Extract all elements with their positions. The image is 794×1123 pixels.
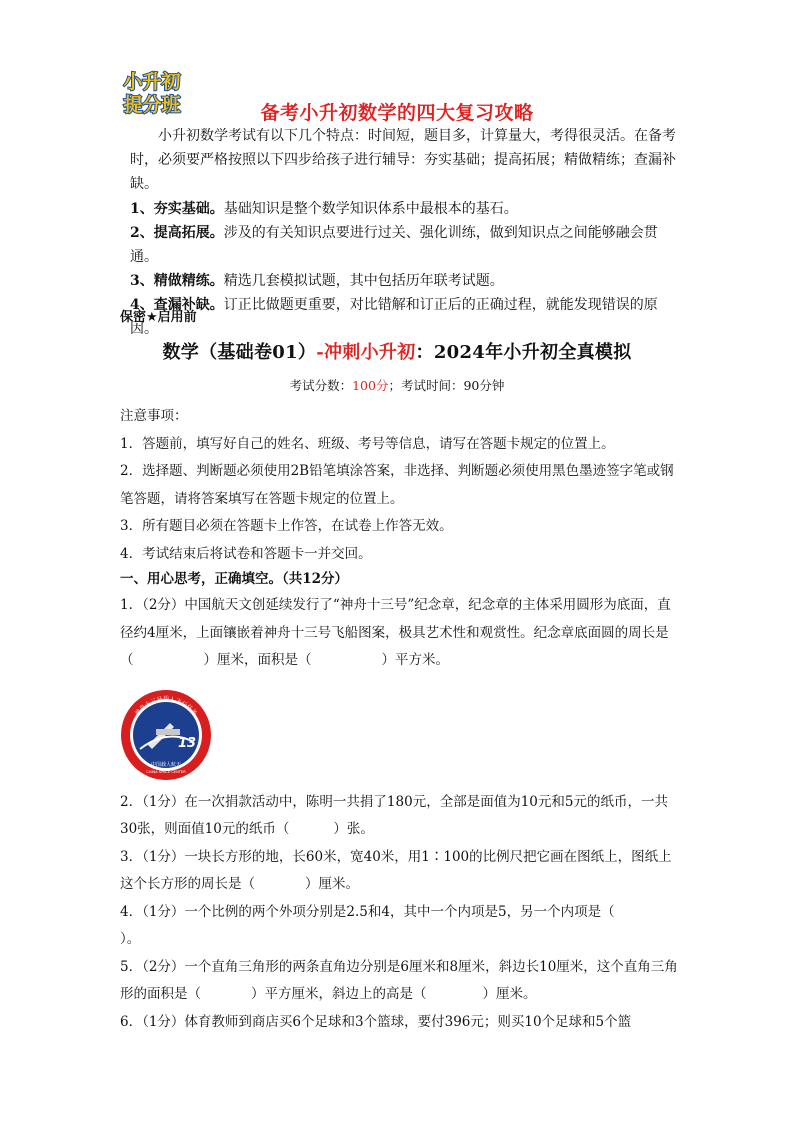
question-text: 5．（2分）一个直角三角形的两条直角边分别是6厘米和8厘米，斜边长10厘米，这个直角三角形的面积是（ — [120, 958, 678, 1002]
question-4 — [120, 899, 680, 954]
time-label: ；考试时间： — [388, 378, 464, 393]
question-text: 6．（1分）体育教师到商店买6个足球和3个篮球，要付396元；则买10个足球和5个篮 — [120, 1013, 632, 1030]
question-text: ）厘米。 — [482, 986, 537, 1002]
tip-item — [130, 269, 678, 293]
note-item: 4．考试结束后将试卷和答题卡一并交回。 — [120, 545, 372, 562]
section-title: 一、用心思考，正确填空。（共12分） — [120, 571, 349, 587]
exam-title-rest: ：2024年小升初全真模拟 — [415, 342, 632, 363]
question-text: 1．（2分）中国航天文创延续发行了“神舟十三号”纪念章，纪念章的主体采用圆形为底面，直径约4厘米，上面镶嵌着神舟十三号飞船图案，极具艺术性和观赏性。纪念章底面圆的周长是（ — [120, 597, 671, 668]
tip-item — [130, 221, 678, 269]
question-text: 2．（1分）在一次捐款活动中，陈明一共捐了180元，全部是面值为10元和5元的纸币，一共30张，则面值10元的纸币（ — [120, 793, 668, 837]
tips-list — [130, 197, 678, 341]
tip-text: 基础知识是整个数学知识体系中最根本的基石。 — [223, 201, 518, 217]
intro-paragraph: 小升初数学考试有以下几个特点：时间短，题目多，计算量大，考得很灵活。在备考时，必须要严格按照以下四步给孩子进行辅导：夯实基础；提高拓展；精做精练；查漏补缺。 — [130, 128, 676, 192]
page-title: 备考小升初数学的四大复习攻略 — [260, 102, 534, 124]
tip-text: 涉及的有关知识点要进行过关、强化训练，做到知识点之间能够融会贯通。 — [130, 225, 658, 265]
tip-item — [130, 197, 678, 221]
question-text: ）。 — [120, 931, 141, 947]
tip-label: 2、提高拓展。 — [130, 225, 224, 241]
exam-title — [0, 338, 794, 364]
question-text: ）平方厘米，斜边上的高是（ — [251, 986, 427, 1002]
question-5 — [120, 954, 680, 1009]
question-1 — [120, 592, 680, 675]
question-3 — [120, 844, 680, 899]
question-6 — [120, 1009, 680, 1037]
tip-label: 4、查漏补缺。 — [130, 297, 224, 313]
time-value: 90分钟 — [463, 378, 505, 393]
patch-top-text: 神舟十三号载人飞行任务 — [133, 695, 199, 717]
question-text: ）厘米，面积是（ — [203, 652, 312, 668]
tip-text: 精选几套模拟试题，其中包括历年联考试题。 — [223, 273, 504, 289]
score-value: 100分 — [352, 378, 389, 393]
question-text: 3．（1分）一块长方形的地，长60米，宽40米，用1∶100的比例尺把它画在图纸上，图纸上这个长方形的周长是（ — [120, 848, 672, 892]
score-label: 考试分数： — [289, 378, 353, 393]
patch-number: 13 — [178, 735, 197, 751]
note-item: 1．答题前，填写好自己的姓名、班级、考号等信息，请写在答题卡规定的位置上。 — [120, 435, 615, 452]
exam-title-highlight: -冲刺小升初 — [316, 342, 416, 363]
notes-heading: 注意事项： — [120, 408, 188, 424]
question-2 — [120, 789, 680, 844]
mission-patch-image — [120, 689, 212, 781]
tip-label: 1、夯实基础。 — [130, 201, 224, 217]
questions — [120, 592, 680, 1036]
notes — [120, 403, 680, 568]
exam-title-main: 数学（基础卷01） — [162, 342, 317, 363]
note-item: 2．选择题、判断题必须使用2B铅笔填涂答案，非选择、判断题必须使用黑色墨迹签字笔或钢笔答题，请将答案填写在答题卡规定的位置上。 — [120, 463, 674, 507]
exam-info — [0, 376, 794, 394]
mission-patch-graphic — [120, 689, 212, 781]
question-text: ）厘米。 — [305, 876, 359, 892]
confidential-mark: 保密★启用前 — [120, 310, 197, 325]
patch-bottom-en: CHINA SPACE CENTER — [146, 769, 186, 774]
question-text: ）平方米。 — [381, 652, 449, 668]
tip-text: 订正比做题更重要，对比错解和订正后的正确过程，就能发现错误的原因。 — [130, 297, 658, 337]
question-text: 4．（1分）一个比例的两个外项分别是2.5和4，其中一个内项是5，另一个内项是（ — [120, 903, 615, 920]
tip-item — [130, 293, 678, 341]
patch-bottom-text: 中国载人航天 — [150, 761, 182, 768]
logo-line2: 提分班 — [123, 94, 181, 116]
note-item: 3．所有题目必须在答题卡上作答，在试卷上作答无效。 — [120, 518, 453, 534]
question-text: ）张。 — [333, 821, 374, 837]
logo-line1: 小升初 — [123, 71, 181, 93]
tip-label: 3、精做精练。 — [130, 273, 224, 289]
